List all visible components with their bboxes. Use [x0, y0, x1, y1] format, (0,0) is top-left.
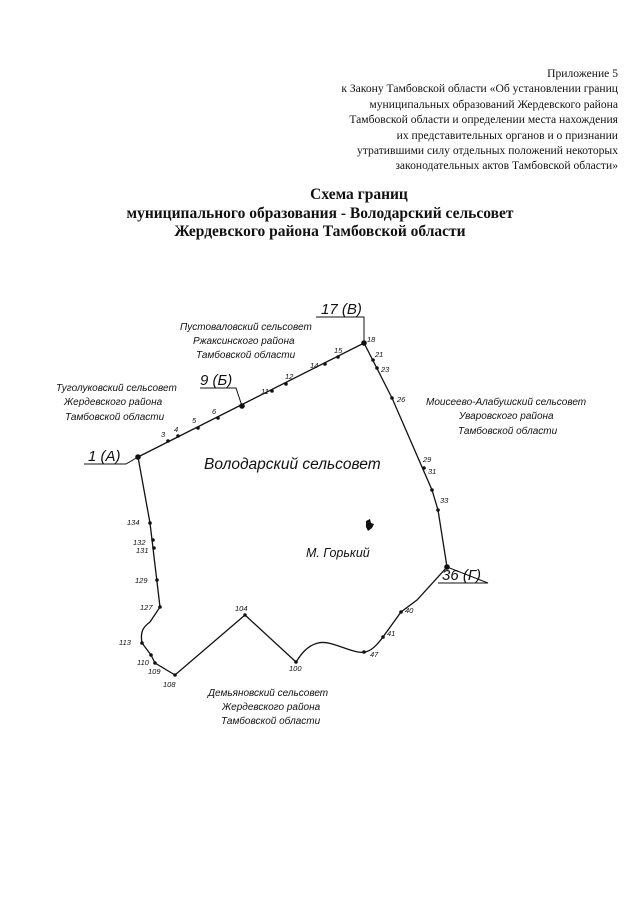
title-line: муниципального образования - Володарский сельсовет	[126, 204, 514, 222]
neighbor-line: Тамбовской области	[221, 716, 321, 727]
neighbor-line: Пустоваловский сельсовет	[180, 322, 312, 333]
neighbor-line: Туголуковский сельсовет	[56, 383, 177, 394]
point-label: 15	[334, 346, 343, 355]
point-label: 131	[136, 546, 149, 555]
vertex-marker	[151, 538, 155, 542]
vertex-marker	[158, 605, 162, 609]
point-label: 3	[161, 430, 166, 439]
neighbor-east	[426, 396, 586, 437]
point-label: 104	[235, 604, 248, 613]
vertex-marker	[390, 396, 394, 400]
point-label: 41	[387, 629, 396, 638]
neighbor-line: Ржаксинского района	[193, 336, 295, 347]
vertex-marker	[270, 389, 274, 393]
boundary-line	[138, 343, 447, 675]
vertex-marker	[148, 521, 152, 525]
vertex-marker	[196, 426, 200, 430]
vertex-marker	[173, 673, 177, 677]
neighbor-line: Жердевского района	[222, 702, 321, 713]
vertex-marker	[152, 546, 156, 550]
vertex-marker	[399, 610, 403, 614]
vertex-marker	[135, 454, 141, 460]
vertex-marker	[284, 382, 288, 386]
title-line: Схема границ	[310, 186, 408, 203]
title-line: Жердевского района Тамбовской области	[174, 223, 466, 240]
point-label: 12	[285, 372, 294, 381]
point-label: 14	[310, 361, 319, 370]
corner-label-v: 17 (В)	[321, 301, 362, 318]
vertex-marker	[375, 366, 379, 370]
point-label: 18	[367, 335, 376, 344]
vertex-marker	[336, 355, 340, 359]
point-label: 110	[137, 658, 149, 667]
appendix-line: к Закону Тамбовской области «Об установлении границ	[341, 82, 618, 96]
point-label: 21	[375, 350, 384, 359]
neighbor-line: Жердевского района	[64, 397, 163, 408]
point-label: 11	[261, 387, 269, 396]
neighbor-line: Тамбовской области	[196, 350, 296, 361]
vertex-marker	[323, 362, 327, 366]
point-label: 100	[289, 664, 302, 673]
point-label: 31	[428, 467, 437, 476]
appendix-line: Тамбовской области и определении места нахождения	[349, 113, 618, 127]
point-label: 40	[405, 606, 414, 615]
appendix-line: утратившими силу отдельных положений некоторых	[357, 144, 618, 158]
vertex-marker	[155, 578, 159, 582]
corner-label-b: 9 (Б)	[200, 372, 233, 389]
vertex-marker	[381, 635, 385, 639]
vertex-markers	[135, 340, 450, 677]
point-label: 109	[148, 667, 161, 676]
appendix-line: законодательных актов Тамбовской области»	[395, 159, 618, 173]
neighbor-line: Тамбовской области	[458, 426, 558, 437]
vertex-marker	[166, 439, 170, 443]
vertex-marker	[216, 416, 220, 420]
point-label: 26	[397, 395, 406, 404]
vertex-marker	[140, 641, 144, 645]
corner-label-a: 1 (А)	[88, 448, 121, 465]
point-label: 108	[163, 680, 176, 689]
settlement-icon	[366, 519, 374, 531]
vertex-marker	[430, 488, 434, 492]
point-label: 6	[212, 407, 217, 416]
point-label: 23	[381, 365, 390, 374]
neighbor-northwest	[56, 383, 177, 423]
point-label: 33	[440, 496, 449, 505]
vertex-marker	[153, 661, 157, 665]
corner-label-g: 36 (Г)	[442, 567, 482, 584]
point-label: 113	[119, 638, 131, 647]
vertex-marker	[176, 434, 180, 438]
point-label: 4	[174, 425, 179, 434]
point-label: 129	[135, 576, 148, 585]
point-label: 132	[133, 538, 146, 547]
neighbor-line: Уваровского района	[459, 411, 554, 422]
main-district-label: Володарский сельсовет	[204, 456, 381, 473]
vertex-marker	[361, 340, 367, 346]
point-label: 127	[140, 603, 153, 612]
appendix-line: их представительных органов и о признании	[396, 128, 618, 142]
settlement-label: М. Горький	[306, 546, 370, 560]
point-label: 29	[423, 455, 432, 464]
neighbor-line: Тамбовской области	[65, 412, 165, 423]
appendix-line: муниципальных образований Жердевского района	[369, 97, 618, 111]
vertex-marker	[422, 466, 426, 470]
point-label: 5	[192, 416, 197, 425]
neighbor-line: Моисеево-Алабушский сельсовет	[426, 397, 587, 408]
neighbor-line: Демьяновский сельсовет	[208, 688, 329, 699]
vertex-marker	[239, 403, 245, 409]
vertex-marker	[362, 650, 366, 654]
vertex-marker	[243, 613, 247, 617]
point-label: 47	[370, 650, 379, 659]
point-label: 134	[127, 518, 140, 527]
vertex-marker	[149, 653, 153, 657]
appendix-line: Приложение 5	[547, 67, 618, 80]
neighbor-south	[207, 688, 328, 727]
vertex-marker	[436, 508, 440, 512]
neighbor-north	[180, 322, 312, 361]
